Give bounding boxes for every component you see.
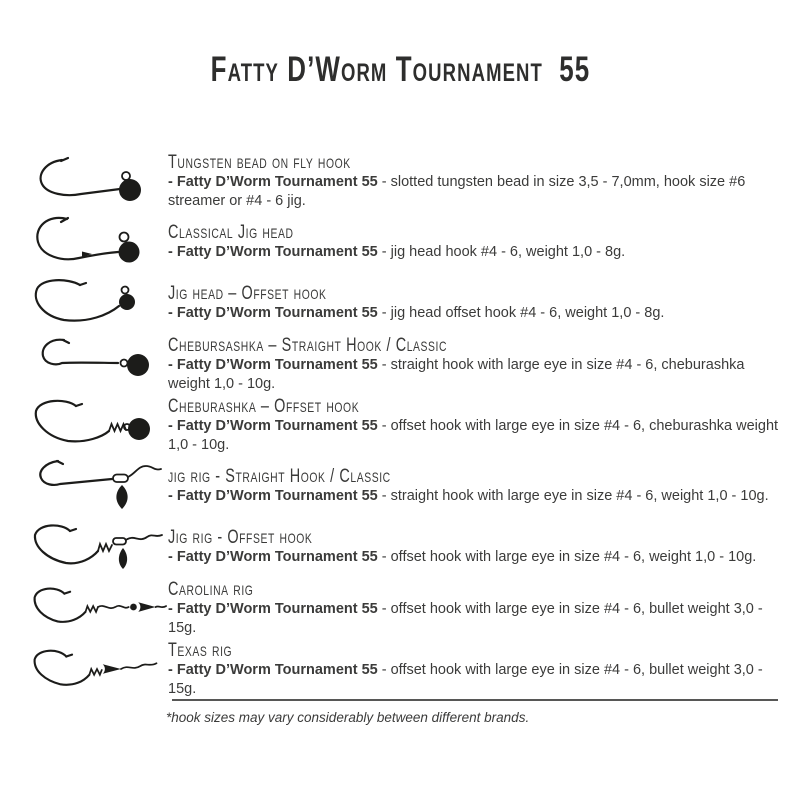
rig-description-text: - offset hook with large eye in size #4 - 6, bullet weight 3,0 - 15g. bbox=[168, 661, 763, 697]
rig-row-carolina bbox=[26, 577, 780, 638]
rig-heading: Carolina rig bbox=[168, 577, 254, 600]
rig-row-classical-jig-head bbox=[26, 211, 780, 272]
rig-description bbox=[168, 305, 664, 321]
classical-jig-head-icon bbox=[26, 214, 168, 270]
rig-description bbox=[168, 549, 756, 565]
rig-heading: Jig rig - Offset hook bbox=[168, 526, 313, 548]
rig-row-jig-rig-straight bbox=[26, 455, 780, 516]
rig-description bbox=[168, 174, 745, 209]
product-name: - Fatty D’Worm Tournament 55 bbox=[168, 488, 378, 504]
rig-description bbox=[168, 488, 769, 504]
product-name: - Fatty D’Worm Tournament 55 bbox=[168, 173, 378, 190]
rig-heading: Cheburashka – Offset hook bbox=[168, 394, 360, 417]
rig-description bbox=[168, 662, 763, 697]
cheburashka-offset-hook-icon bbox=[26, 397, 168, 453]
carolina-rig-icon bbox=[26, 580, 168, 636]
rig-row-cheburashka-offset bbox=[26, 394, 780, 455]
rig-row-texas bbox=[26, 638, 780, 699]
rig-description bbox=[168, 601, 763, 636]
rig-description-text: - jig head offset hook #4 - 6, weight 1,0 - 8g. bbox=[377, 305, 665, 321]
page-title-text: Fatty D’Worm Tournament bbox=[210, 50, 543, 89]
product-name: - Fatty D’Worm Tournament 55 bbox=[168, 661, 378, 678]
jig-rig-straight-hook-icon bbox=[26, 458, 168, 514]
rig-description-text: - offset hook with large eye in size #4 - 6, weight 1,0 - 10g. bbox=[377, 549, 757, 565]
rig-heading: Classical Jig head bbox=[168, 221, 294, 243]
rig-heading: Texas rig bbox=[168, 638, 233, 661]
rig-heading: Jig head – Offset hook bbox=[168, 282, 327, 304]
fly-hook-tungsten-bead-icon bbox=[26, 153, 168, 209]
product-name: - Fatty D’Worm Tournament 55 bbox=[168, 244, 378, 260]
rig-description bbox=[168, 418, 778, 453]
page-title-number: 55 bbox=[558, 50, 590, 89]
jig-head-offset-hook-icon bbox=[26, 275, 168, 331]
product-name: - Fatty D’Worm Tournament 55 bbox=[168, 356, 378, 373]
texas-rig-icon bbox=[26, 641, 168, 697]
rig-list bbox=[26, 150, 780, 699]
rig-row-jig-head-offset bbox=[26, 272, 780, 333]
rig-heading: jig rig - Straight Hook / Classic bbox=[168, 465, 391, 487]
rig-row-jig-rig-offset bbox=[26, 516, 780, 577]
product-name: - Fatty D’Worm Tournament 55 bbox=[168, 600, 378, 617]
rig-description-text: - offset hook with large eye in size #4 - 6, bullet weight 3,0 - 15g. bbox=[168, 600, 763, 636]
rig-heading: Chebursashka – Straight Hook / Classic bbox=[168, 333, 448, 356]
rig-row-tungsten-bead bbox=[26, 150, 780, 211]
page-title bbox=[0, 0, 800, 110]
footer-divider bbox=[172, 699, 778, 701]
jig-rig-offset-hook-icon bbox=[26, 519, 168, 575]
rig-description-text: - jig head hook #4 - 6, weight 1,0 - 8g. bbox=[377, 244, 626, 260]
product-name: - Fatty D’Worm Tournament 55 bbox=[168, 549, 378, 565]
product-name: - Fatty D’Worm Tournament 55 bbox=[168, 305, 378, 321]
rig-description-text: - straight hook with large eye in size #4 - 6, weight 1,0 - 10g. bbox=[377, 488, 769, 504]
cheburashka-straight-hook-icon bbox=[26, 336, 168, 392]
rig-heading: Tungsten bead on fly hook bbox=[168, 150, 351, 173]
rig-description-text: - slotted tungsten bead in size 3,5 - 7,0mm, hook size #6 streamer or #4 - 6 jig. bbox=[168, 173, 746, 209]
rig-description-text: - straight hook with large eye in size #4 - 6, cheburashka weight 1,0 - 10g. bbox=[168, 356, 745, 392]
rig-row-cheburashka-straight bbox=[26, 333, 780, 394]
rig-description bbox=[168, 244, 625, 260]
product-name: - Fatty D’Worm Tournament 55 bbox=[168, 417, 378, 434]
footnote: *hook sizes may vary considerably between different brands. bbox=[166, 710, 530, 725]
rig-description-text: - offset hook with large eye in size #4 - 6, cheburashka weight 1,0 - 10g. bbox=[168, 417, 779, 453]
rig-description bbox=[168, 357, 744, 392]
